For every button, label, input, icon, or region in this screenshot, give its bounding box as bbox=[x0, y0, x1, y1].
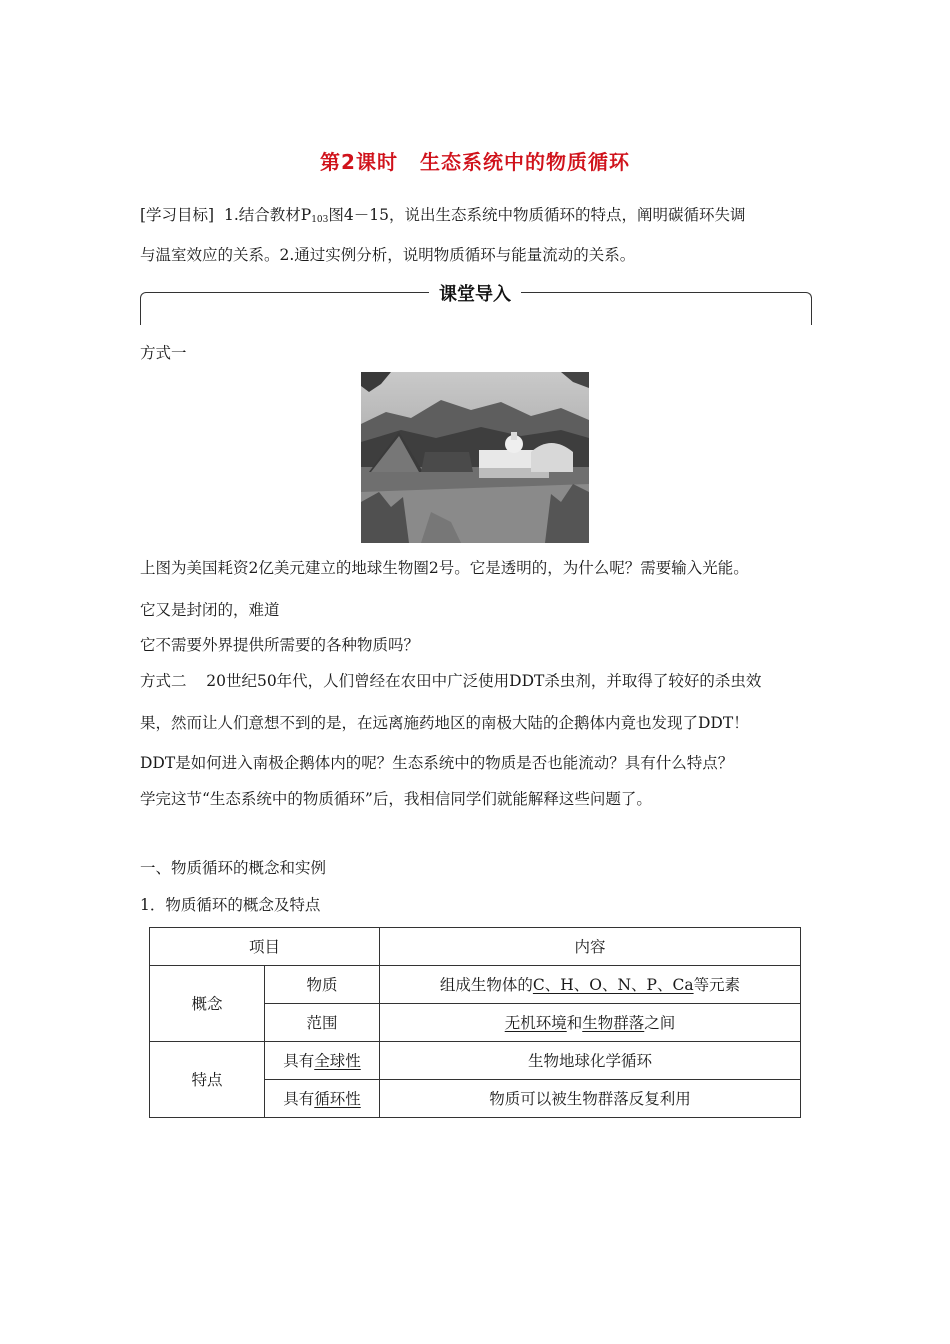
cyclic-label: 具有循环性 bbox=[265, 1080, 380, 1118]
objectives-label: [学习目标] bbox=[140, 206, 215, 224]
concept-label: 概念 bbox=[150, 966, 265, 1042]
table-row bbox=[150, 1042, 801, 1080]
material-cycle-table bbox=[149, 927, 801, 1118]
learning-objectives-line2: 与温室效应的关系。2.通过实例分析，说明物质循环与能量流动的关系。 bbox=[140, 246, 636, 264]
method2-line1: 方式二 20世纪50年代，人们曾经在农田中广泛使用DDT杀虫剂，并取得了较好的杀虫效 bbox=[140, 672, 762, 690]
global-content: 生物地球化学循环 bbox=[380, 1042, 801, 1080]
page-reference: 103 bbox=[311, 215, 329, 225]
lesson-title bbox=[0, 146, 950, 175]
cyclic-content: 物质可以被生物群落反复利用 bbox=[380, 1080, 801, 1118]
header-content: 内容 bbox=[380, 928, 801, 966]
scope-answer-a: 无机环境 bbox=[504, 1013, 567, 1032]
scope-content: 无机环境和生物群落之间 bbox=[380, 1004, 801, 1042]
method2-label: 方式二 bbox=[140, 672, 187, 690]
feature-label: 特点 bbox=[150, 1042, 265, 1118]
global-label: 具有全球性 bbox=[265, 1042, 380, 1080]
cyclic-answer: 循环性 bbox=[314, 1089, 361, 1108]
method1-line3: 它不需要外界提供所需要的各种物质吗？ bbox=[140, 636, 420, 654]
section-heading-1: 一、物质循环的概念和实例 bbox=[140, 859, 327, 877]
method2-line3: DDT是如何进入南极企鹅体内的呢？生态系统中的物质是否也能流动？具有什么特点？ bbox=[140, 754, 734, 772]
scope-answer-b: 生物群落 bbox=[582, 1013, 645, 1032]
lesson-topic: 生态系统中的物质循环 bbox=[419, 150, 630, 174]
method1-line1: 上图为美国耗资2亿美元建立的地球生物圈2号。它是透明的，为什么呢？需要输入光能。 bbox=[140, 559, 749, 577]
lesson-number: 第2课时 bbox=[320, 150, 398, 174]
biosphere2-photo bbox=[361, 372, 589, 543]
method1-label: 方式一 bbox=[140, 344, 187, 362]
global-answer: 全球性 bbox=[314, 1051, 361, 1070]
section-heading: 课堂导入 bbox=[0, 280, 950, 306]
elements-answer: C、H、O、N、P、Ca bbox=[532, 975, 694, 994]
subsection-heading-1: 1．物质循环的概念及特点 bbox=[140, 896, 321, 914]
substance-label: 物质 bbox=[265, 966, 380, 1004]
scope-label: 范围 bbox=[265, 1004, 380, 1042]
method2-line2: 果，然而让人们意想不到的是，在远离施药地区的南极大陆的企鹅体内竟也发现了DDT！ bbox=[140, 714, 749, 732]
method1-line2: 它又是封闭的，难道 bbox=[140, 601, 280, 619]
learning-objectives-line1: [学习目标] 1.结合教材$P_{103}$图4－15，说出生态系统中物质循环的特点，阐明碳循环失调 bbox=[140, 206, 746, 225]
table-row bbox=[150, 966, 801, 1004]
table-row bbox=[150, 928, 801, 966]
substance-content: 组成生物体的C、H、O、N、P、Ca等元素 bbox=[380, 966, 801, 1004]
header-item: 项目 bbox=[150, 928, 380, 966]
method2-line4: 学完这节“生态系统中的物质循环”后，我相信同学们就能解释这些问题了。 bbox=[140, 790, 652, 808]
